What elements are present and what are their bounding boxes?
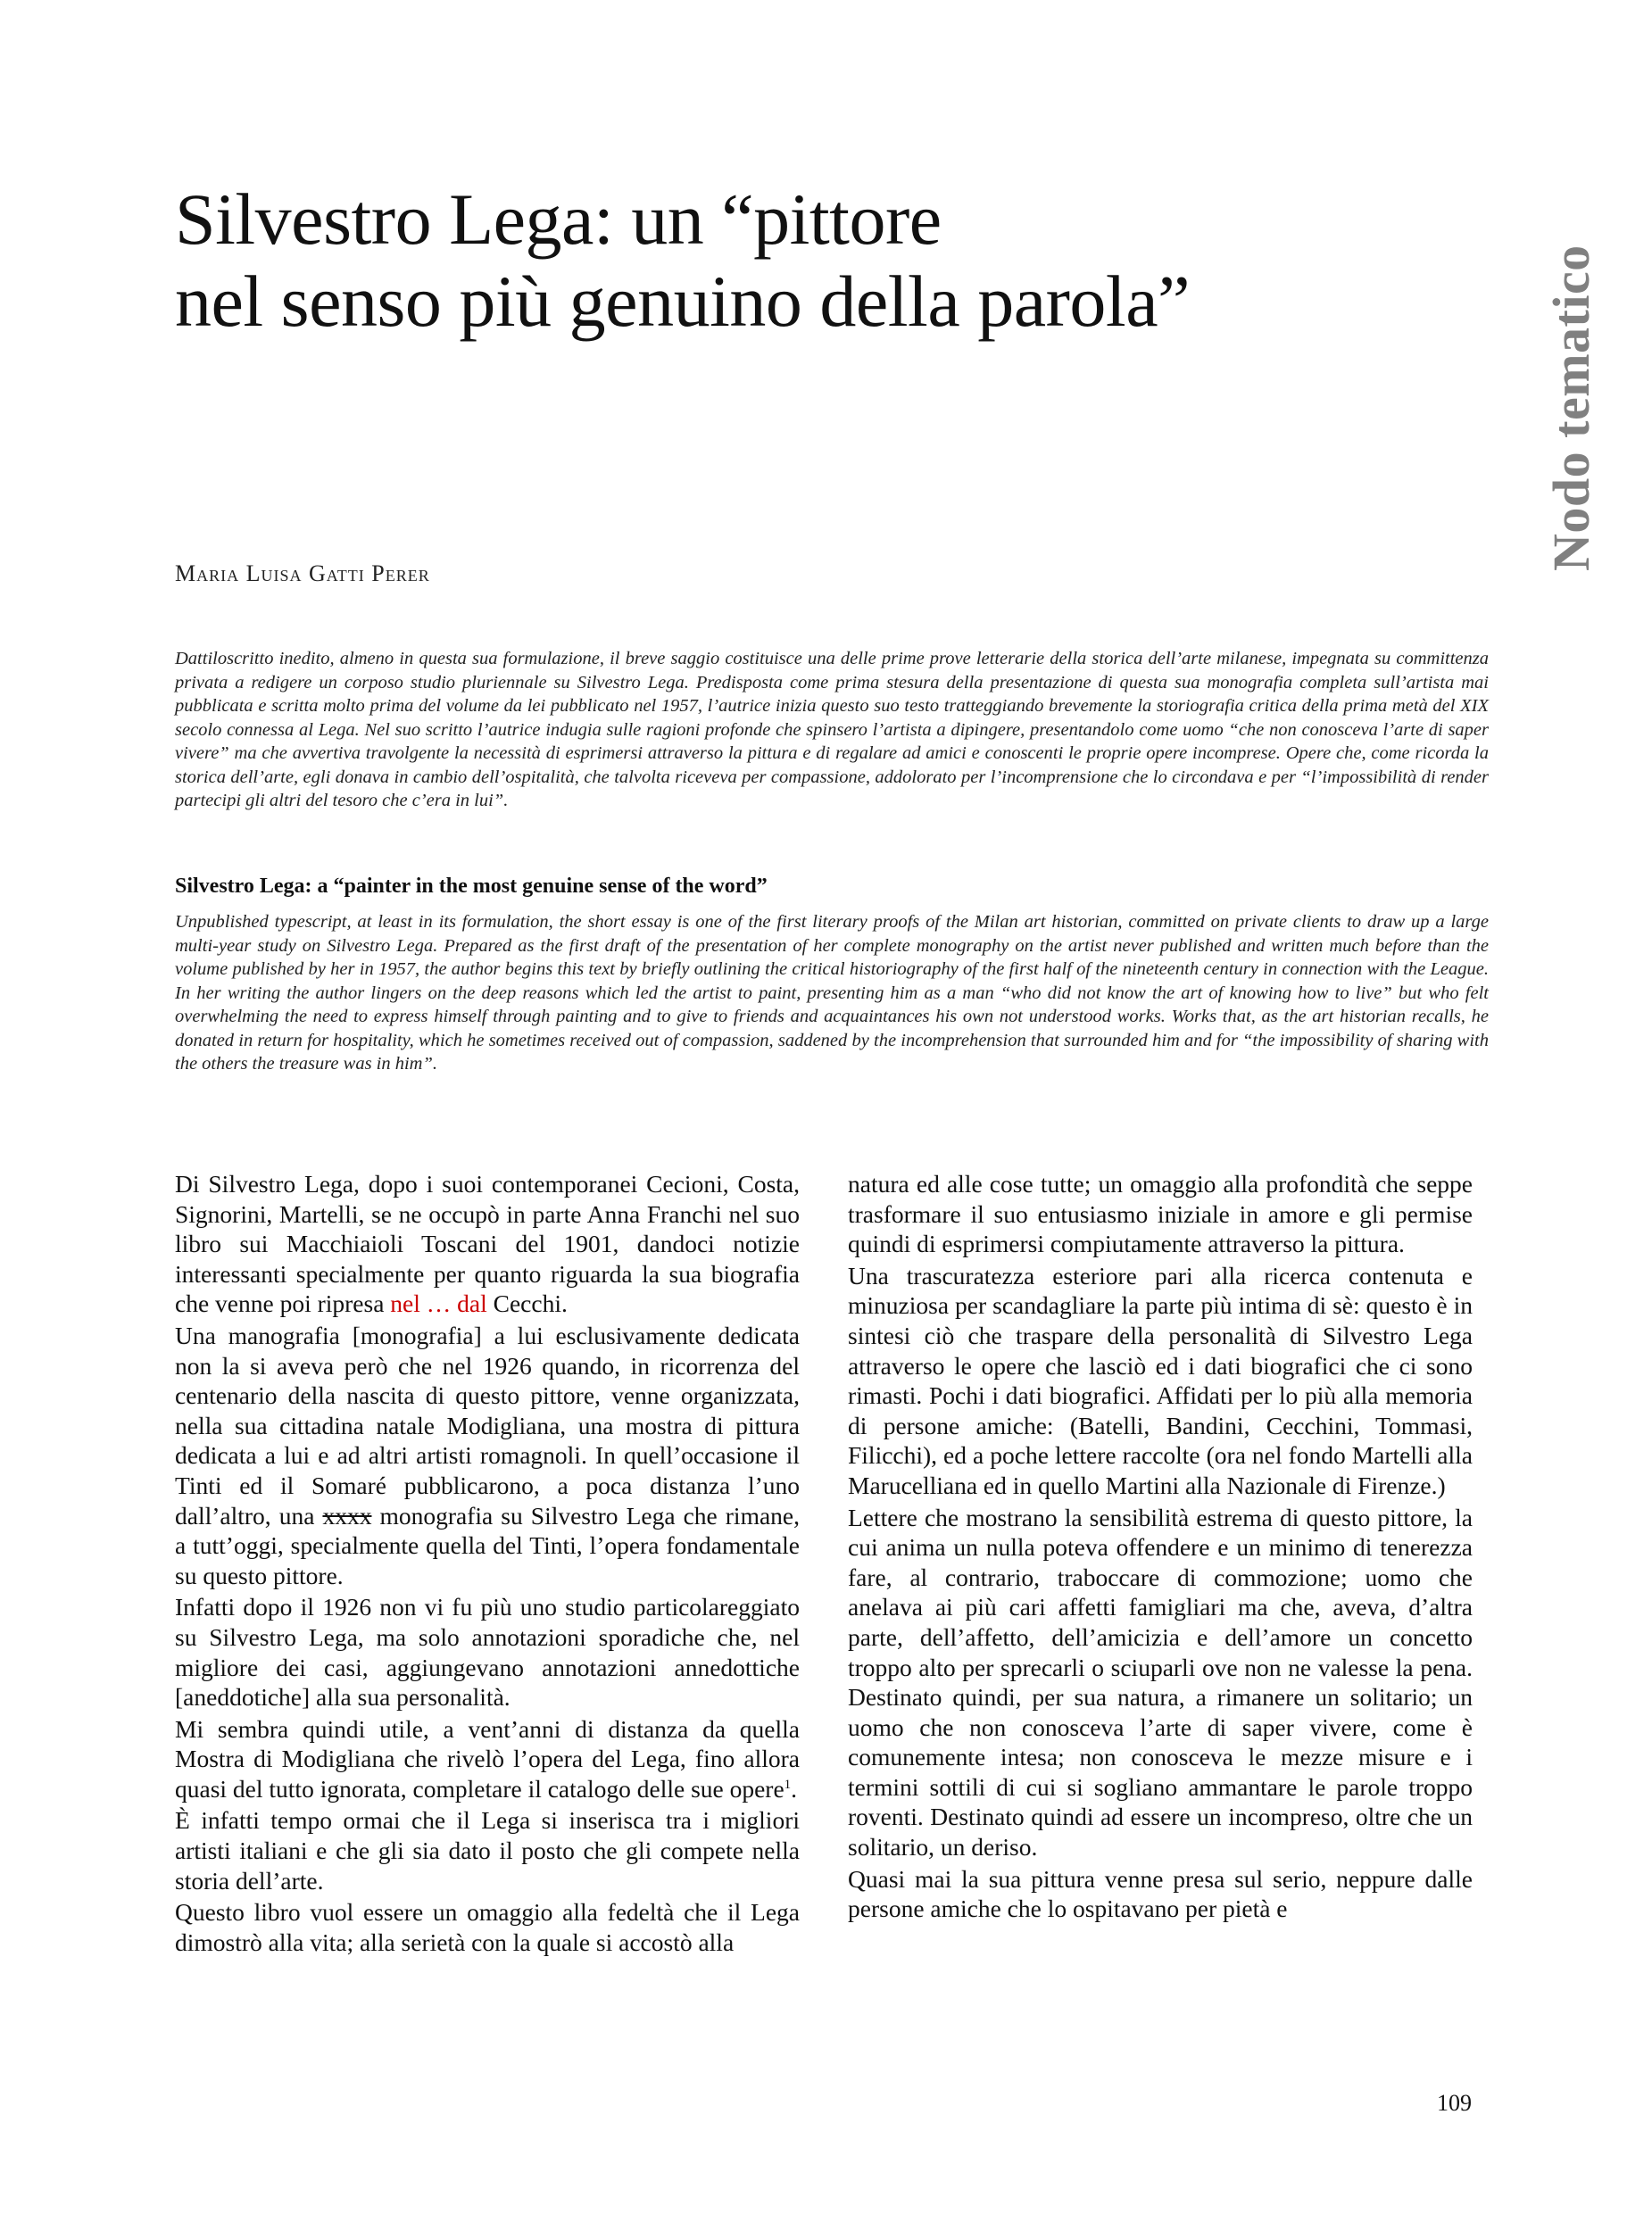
- paragraph: [175, 1714, 800, 1804]
- author-name: Maria Luisa Gatti Perer: [175, 560, 430, 586]
- paragraph: [175, 1169, 800, 1319]
- paragraph: natura ed alle cose tutte; un omaggio alla profondità che seppe trasformare il suo entusiasmo iniziale in amore e gli permise quindi di esprimersi compiutamente attraverso la pittura.: [848, 1170, 1473, 1258]
- paragraph: [175, 1321, 800, 1590]
- body-column-left: [175, 1169, 800, 1957]
- article-title: [175, 178, 1335, 343]
- section-label: Nodo tematico: [1542, 245, 1600, 571]
- paragraph: Quasi mai la sua pittura venne presa sul serio, neppure dalle persone amiche che lo ospitavano per pietà e: [848, 1864, 1473, 1923]
- paragraph: Infatti dopo il 1926 non vi fu più uno studio particolareggiato su Silvestro Lega, ma solo annotazioni sporadiche che, nel migliore dei casi, aggiungevano annotazioni annedottiche [aneddotiche] alla sua personalità.: [175, 1593, 800, 1712]
- paragraph-text: Di Silvestro Lega, dopo i suoi contemporanei Cecioni, Costa, Signorini, Martelli, se ne occupò in parte Anna Franchi nel suo libro sui Macchiaioli Toscani del 1901, dandoci notizie interessanti specialmente per quanto riguarda la sua biografia che venne poi ripresa: [175, 1170, 800, 1318]
- paragraph-text: Una manografia [monografia] a lui esclusivamente dedicata non la si aveva però che nel 1926 quando, in ricorrenza del centenario della nascita di questo pittore, venne organizzata, nella sua cittadina natale Modigliana, una mostra di pittura dedicata a lui e ad altri artisti romagnoli. In quell’occasione il Tinti ed il Somaré pubblicarono, a poca distanza l’uno dall’altro, una: [175, 1321, 800, 1530]
- article-title-line-2: nel senso più genuino della parola”: [175, 261, 1190, 342]
- article-title-line-1: Silvestro Lega: un “pittore: [175, 178, 942, 260]
- struck-text: xxxx: [322, 1501, 372, 1530]
- editorial-annotation: nel … dal: [390, 1289, 487, 1318]
- paragraph: Questo libro vuol essere un omaggio alla fedeltà che il Lega dimostrò alla vita; alla serietà con la quale si accostò alla: [175, 1898, 800, 1956]
- abstract-english: Unpublished typescript, at least in its formulation, the short essay is one of the first literary proofs of the Milan art historian, committed on private clients to draw up a large multi-year study on Silvestro Lega. Prepared as the first draft of the presentation of her complete monography on the artist never published and written much before than the volume published by her in 1957, the author begins this text by briefly outlining the critical historiography of the first half of the nineteenth century in connection with the League. In her writing the author lingers on the deep reasons which led the artist to paint, presenting him as a man “who did not know the art of knowing how to live” but who felt overwhelming the need to express himself through painting and to give to friends and acquaintances his own not understood works. Works that, as the art historian recalls, he donated in return for hospitality, which he sometimes received out of compassion, saddened by the incomprehension that surrounded him and for “the impossibility of sharing with the others the treasure was in him”.: [175, 912, 1489, 1074]
- paragraph-text: .: [791, 1774, 798, 1803]
- abstract-italian: Dattiloscritto inedito, almeno in questa sua formulazione, il breve saggio costituisce una delle prime prove letterarie della storica dell’arte milanese, impegnata su committenza privata a redigere un corposo studio pluriennale su Silvestro Lega. Predisposta come prima stesura della presentazione di questa sua monografia completa sull’artista mai pubblicata e scritta molto prima del volume da lei pubblicato nel 1957, l’autrice inizia questo suo testo tratteggiando brevemente la storiografia critica della prima metà del XIX secolo connessa al Lega. Nel suo scritto l’autrice indugia sulle ragioni profonde che spinsero l’artista a dipingere, presentandolo come uomo “che non conosceva l’arte di saper vivere” ma che avvertiva travolgente la necessità di esprimersi attraverso la pittura e di regalare ad amici e conoscenti le proprie opere incomprese. Opere che, come ricorda la storica dell’arte, egli donava in cambio dell’ospitalità, che talvolta riceveva per compassione, addolorato per l’incomprensione che lo circondava e per “l’impossibilità di render partecipi gli altri del tesoro che c’era in lui”.: [175, 649, 1489, 810]
- body-column-right: [848, 1169, 1473, 1924]
- abstract-english-title: Silvestro Lega: a “painter in the most genuine sense of the word”: [175, 875, 768, 898]
- paragraph-text: Mi sembra quindi utile, a vent’anni di distanza da quella Mostra di Modigliana che rivelò l’opera del Lega, fino allora quasi del tutto ignorata, completare il catalogo delle sue opere: [175, 1714, 800, 1803]
- paragraph: È infatti tempo ormai che il Lega si inserisca tra i migliori artisti italiani e che gli sia dato il posto che gli compete nella storia dell’arte.: [175, 1806, 800, 1895]
- paragraph: Una trascuratezza esteriore pari alla ricerca contenuta e minuziosa per scandagliare la parte più intima di sè: questo è in sintesi ciò che traspare della personalità di Silvestro Lega attraverso le opere che lasciò ed i dati biografici che ci sono rimasti. Pochi i dati biografici. Affidati per lo più alla memoria di persone amiche: (Batelli, Bandini, Cecchini, Tommasi, Filicchi), ed a poche lettere raccolte (ora nel fondo Martelli alla Marucelliana ed in quello Martini alla Nazionale di Firenze.): [848, 1261, 1473, 1499]
- footnote-ref[interactable]: 1: [784, 1777, 792, 1792]
- paragraph-text: Cecchi.: [486, 1289, 568, 1318]
- paragraph: Lettere che mostrano la sensibilità estrema di questo pittore, la cui anima un nulla poteva offendere e un minimo di tenerezza fare, al contrario, traboccare di commozione; uomo che anelava ai più cari affetti famigliari ma che, aveva, d’altra parte, dell’affetto, dell’amicizia e dell’amore un concetto troppo alto per sprecarli o sciuparli ove non ne valesse la pena. Destinato quindi, per sua natura, a rimanere un solitario; un uomo che non conosceva l’arte di saper vivere, come è comunemente intesa; non conosceva le mezze misure e i termini sottili di cui si sogliano ammantare le parole troppo roventi. Destinato quindi ad essere un incompreso, oltre che un solitario, un deriso.: [848, 1503, 1473, 1862]
- page-number: 109: [1437, 2090, 1472, 2116]
- paragraph-text: monografia su Silvestro Lega che rimane, a tutt’oggi, specialmente quella del Tinti, l’opera fondamentale su questo pittore.: [175, 1501, 801, 1589]
